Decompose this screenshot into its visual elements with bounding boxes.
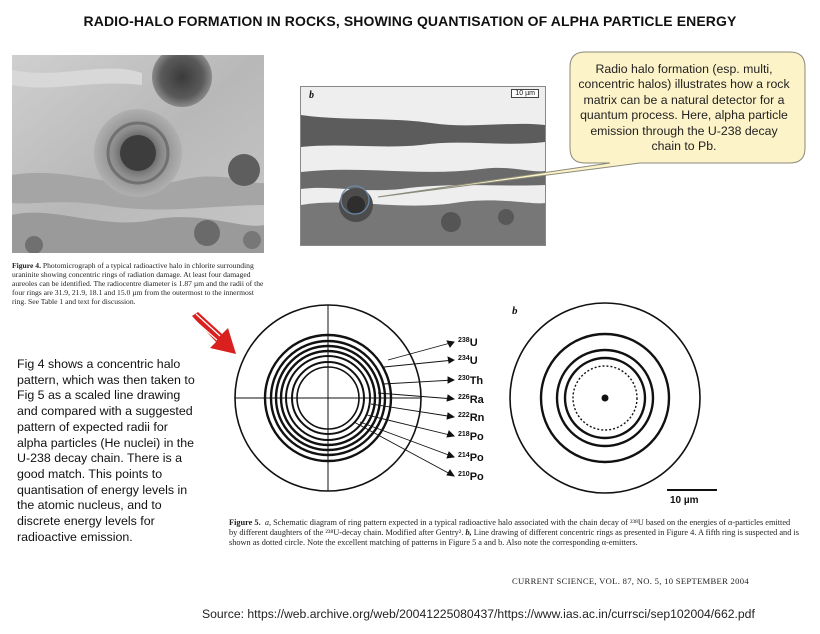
figure5-label: Figure 5. — [229, 518, 261, 527]
isotope-po214: $^{214}$Po — [458, 452, 484, 464]
figure5a-diagram — [235, 305, 454, 491]
isotope-u238: $^{238}$U — [458, 337, 478, 349]
isotope-po210: $^{210}$Po — [458, 471, 484, 483]
source-link[interactable]: Source: https://web.archive.org/web/20041225080437/https://www.ias.ac.in/currsci/sep102004/662.pdf — [202, 607, 755, 621]
isotope-u234: $^{234}$U — [458, 355, 478, 367]
figure5-diagrams — [222, 300, 818, 512]
page-title: RADIO-HALO FORMATION IN ROCKS, SHOWING QUANTISATION OF ALPHA PARTICLE ENERGY — [83, 13, 737, 29]
figure4b-panel-label: b — [309, 90, 314, 101]
isotope-ra226: $^{226}$Ra — [458, 394, 484, 406]
radiocentre-dot — [602, 395, 609, 402]
isotope-th230: $^{230}$Th — [458, 375, 484, 387]
scale-bar-label: 10 µm — [670, 495, 699, 506]
callout-text: Radio halo formation (esp. multi, concentric halos) illustrates how a rock matrix can be a natural detector for a quantum process. Here, alpha particle emission through the U-238 decay chain to Pb. — [578, 62, 790, 154]
figure5b-panel-label: b — [512, 305, 518, 317]
figure5-caption-a: Schematic diagram of ring pattern expected in a typical radioactive halo associated with the chain decay of ²³⁸U based on the energies of α-particles emitted by different daughters of the ²³⁸U-decay chain. Modified after Gentry². — [229, 518, 791, 537]
figure5-caption — [229, 518, 799, 547]
figure4b-scale-label: 10 µm — [511, 89, 539, 98]
journal-reference: CURRENT SCIENCE, VOL. 87, NO. 5, 10 SEPTEMBER 2004 — [512, 576, 749, 586]
figure5-caption-a-marker: a, — [264, 518, 272, 527]
isotope-labels — [458, 337, 485, 483]
side-explanation-text: Fig 4 shows a concentric halo pattern, which was then taken to Fig 5 as a scaled line drawing and compared with a suggested pattern of expected radii for alpha particles (He nuclei) in the U-238 decay chain. There is a good match. This points to quantisation of energy levels in the atomic nucleus, and to discrete energy levels for radioactive emission. — [17, 357, 195, 544]
figure5-caption-b-marker: b, — [465, 527, 472, 537]
figure5-caption-b: Line drawing of different concentric rings as presented in Figure 4. A fifth ring is suspected and is shown as dotted circle. Note the excellent matching of patterns in Figure 5 a and b. Also note the corresponding α-emitters. — [229, 527, 799, 547]
figure4-caption-text: Photomicrograph of a typical radioactive halo in chlorite surrounding uraninite showing concentric rings of radiation damage. At least four damaged aureoles can be identified. The radiocentre diameter is 1.87 µm and the radii of the four rings are 31.9, 21.9, 18.1 and 15.0 µm from the outermost to the innermost ring. See Table 1 and text for discussion. — [12, 261, 264, 306]
isotope-po218: $^{218}$Po — [458, 431, 484, 443]
figure4-label: Figure 4. — [12, 261, 41, 270]
isotope-rn222: $^{222}$Rn — [458, 412, 485, 424]
figure5b-diagram — [510, 303, 700, 493]
